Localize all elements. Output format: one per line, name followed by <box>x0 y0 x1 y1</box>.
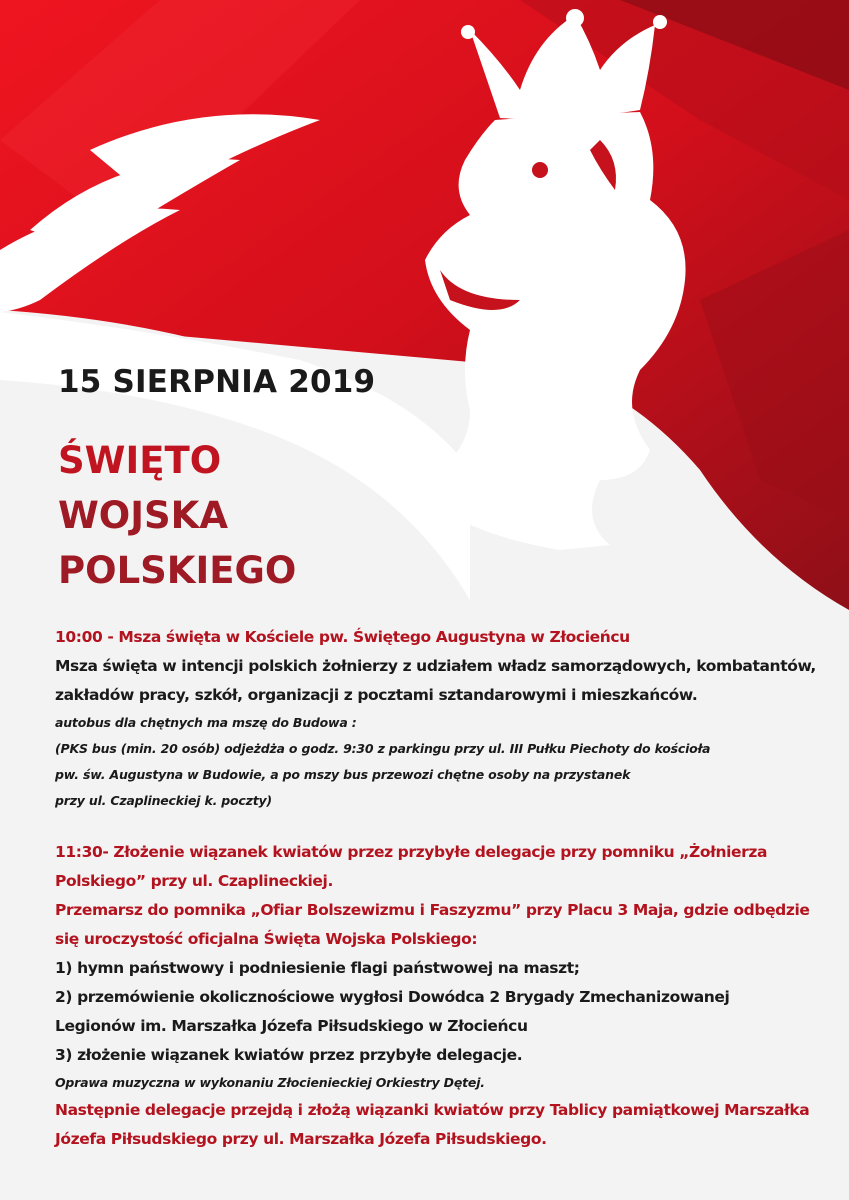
event-title <box>58 433 296 598</box>
wreath-heading-line-1: 11:30- Złożenie wiązanek kwiatów przez przybyłe delegacje przy pomniku „Żołnierza <box>55 843 768 861</box>
music-note: Oprawa muzyczna w wykonaniu Złocienieckiej Orkiestry Dętej. <box>55 1075 485 1090</box>
program-item-2-line-2: Legionów im. Marszałka Józefa Piłsudskiego w Złocieńcu <box>55 1017 528 1035</box>
title-line-1: ŚWIĘTO <box>58 439 222 482</box>
bus-note-line-2: (PKS bus (min. 20 osób) odjeżdża o godz. 9:30 z parkingu przy ul. III Pułku Piechoty do kościoła <box>55 741 711 756</box>
section-spacer <box>55 814 840 838</box>
final-line-1: Następnie delegacje przejdą i złożą wiązanki kwiatów przy Tablicy pamiątkowej Marszałka <box>55 1101 810 1119</box>
title-line-2: WOJSKA <box>58 494 228 537</box>
final-line-2: Józefa Piłsudskiego przy ul. Marszałka Józefa Piłsudskiego. <box>55 1130 547 1148</box>
event-date: 15 SIERPNIA 2019 <box>58 364 376 400</box>
program-item-3: 3) złożenie wiązanek kwiatów przez przybyłe delegacje. <box>55 1046 523 1064</box>
program-item-1: 1) hymn państwowy i podniesienie flagi państwowej na maszt; <box>55 959 580 977</box>
bus-note-line-3: pw. św. Augustyna w Budowie, a po mszy bus przewozi chętne osoby na przystanek <box>55 767 631 782</box>
march-line-2: się uroczystość oficjalna Święta Wojska Polskiego: <box>55 930 478 948</box>
march-line-1: Przemarsz do pomnika „Ofiar Bolszewizmu i Faszyzmu” przy Placu 3 Maja, gdzie odbędzie <box>55 901 810 919</box>
event-program <box>55 623 840 1154</box>
bus-note-line-1: autobus dla chętnych ma mszę do Budowa : <box>55 715 357 730</box>
mass-description-line-2: zakładów pracy, szkół, organizacji z pocztami sztandarowymi i mieszkańców. <box>55 686 698 704</box>
title-line-3: POLSKIEGO <box>58 549 297 592</box>
wreath-heading-line-2: Polskiego” przy ul. Czaplineckiej. <box>55 872 333 890</box>
mass-description-line-1: Msza święta w intencji polskich żołnierzy z udziałem władz samorządowych, kombatantów, <box>55 657 816 675</box>
bus-note-line-4: przy ul. Czaplineckiej k. poczty) <box>55 793 272 808</box>
mass-heading: 10:00 - Msza święta w Kościele pw. Świętego Augustyna w Złocieńcu <box>55 628 630 646</box>
program-item-2-line-1: 2) przemówienie okolicznościowe wygłosi Dowódca 2 Brygady Zmechanizowanej <box>55 988 730 1006</box>
